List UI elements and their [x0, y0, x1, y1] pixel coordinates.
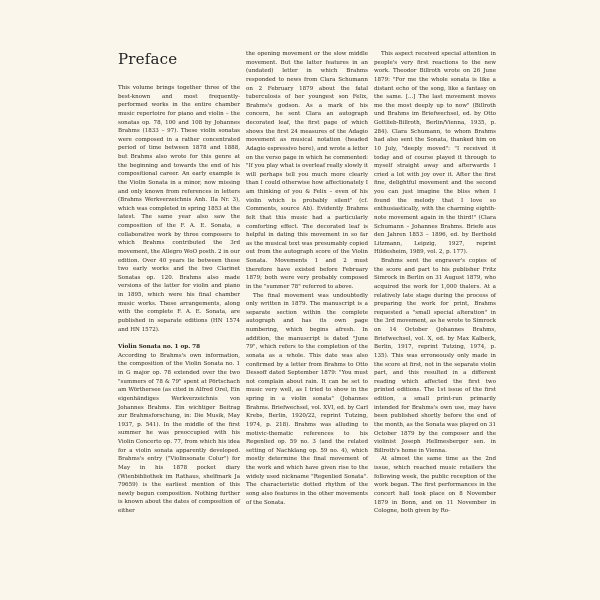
- section-heading-sonata-1: Violin Sonata no. 1 op. 78: [118, 344, 201, 351]
- sonata-1-paragraph: According to Brahms's own information, the composition of the Violin Sonata no. 1 in G major op. 78 extended over the two "summers of 78 & 79" spent at Pörtschach am Wörthersee (as cited in Alfred Orel, Ein eigenhändiges Werkverzeichnis von Johannes Brahms. Ein wichtiger Beitrag zur Brahmsforschung, in: Die Musik, May 1937, p. 541). In the middle of the first summer he was preoccupied with his Violin Concerto op. 77, from which his idea for a violin sonata apparently developed. Brahms's entry ("Violinsonate Colur") for May in his 1878 pocket diary (Wienbibliothek im Rathaus, shelfmark Ja 79659) is the earliest mention of this newly begun composition. Nothing further is known about the dates of composition of either: [118, 352, 240, 514]
- body-paragraph: the opening movement or the slow middle movement. But the latter features in an (undated) letter in which Brahms responded to news from Clara Schumann on 2 February 1879 about the fatal tuberculosis of her youngest son Felix, Brahms's godson. As a mark of his concern, he sent Clara an autograph decorated leaf, the first page of which shows the first 24 measures of the Adagio movement as musical notation (headed Adagio espressivo here), and wrote a letter on the verso page in which he commented: "If you play what is overleaf really slowly it will perhaps tell you much more clearly than I could otherwise how affectionately I am thinking of you & Felix – even of his violin which is probably silent" (cf. Comments, source Ab). Evidently Brahms felt that this music had a particularly comforting effect. The decorated leaf is helpful in dating this movement in so far as the musical text was presumably copied out from the autograph score of the Violin Sonata. Movements 1 and 2 must therefore have existed before February 1879; both were very probably composed in the "summer 78" referred to above.: [246, 51, 368, 290]
- page-title: Preface: [118, 50, 178, 68]
- body-paragraph: At almost the same time as the 2nd issue, which reached music retailers the following week, the public reception of the work began. The first performances in the concert hall took place on 8 November 1879 in Bonn, and on 11 November in Cologne, both given by Ro-: [374, 456, 496, 515]
- text-column-2: [246, 50, 368, 507]
- body-paragraph: This aspect received special attention in people's very first reactions to the new work. Theodor Billroth wrote on 26 June 1879: "For me the whole sonata is like a distant echo of the song, like a fantasy on the same. [...] The last movement moves me the most deeply up to now" (Billroth und Brahms im Briefwechsel, ed. by Otto Gottlieb-Billroth, Berlin/Vienna, 1935, p. 284). Clara Schumann, to whom Brahms had also sent the Sonata, thanked him on 10 July, "deeply moved": "I received it today and of course played it through to myself straight away and afterwards I cried a lot with joy over it. After the first fine, delightful movement and the second you can just imagine the bliss when I found the melody that I love so enthusiastically, with the charming eighth-note movement again in the third!" (Clara Schumann – Johannes Brahms. Briefe aus den Jahren 1853 – 1896, ed. by Berthold Litzmann, Leipzig, 1927, reprint Hildesheim, 1989, vol. 2, p. 177).: [374, 51, 496, 256]
- text-column-1: [118, 84, 240, 516]
- body-paragraph: Brahms sent the engraver's copies of the score and part to his publisher Fritz Simrock in Berlin on 31 August 1879, who acquired the work for 1,000 thalers. At a relatively late stage during the process of preparing the work for print, Brahms requested a "small special alteration" in the 3rd movement, as he wrote to Simrock on 14 October (Johannes Brahms, Briefwechsel, vol. X, ed. by Max Kalbeck, Berlin, 1917, reprint Tutzing, 1974, p. 135). This was erroneously only made in the score at first, not in the separate violin part, and this resulted in a different reading which affected the first two printed editions. The 1st issue of the first edition, a small print-run primarily intended for Brahms's own use, may have been published shortly before the end of the month, as the Sonata was played on 31 October 1879 by the composer and the violinist Joseph Hellmesberger sen. in Billroth's home in Vienna.: [374, 258, 496, 454]
- text-column-3: [374, 50, 496, 516]
- body-paragraph: The final movement was undoubtedly only written in 1879. The manuscript is a separate section within the complete autograph and has its own page numbering, which begins afresh. In addition, the manuscript is dated "June 79", which refers to the completion of the sonata as a whole. This date was also confirmed by a letter from Brahms to Otto Dessoff dated September 1879: "You must not complain about rain. It can be set to music very well, as I tried to show in the spring in a violin sonata" (Johannes Brahms. Briefwechsel, vol. XVI, ed. by Carl Krebs, Berlin, 1920/22, reprint Tutzing, 1974, p. 218). Brahms was alluding to motivic-thematic references to his Regenlied op. 59 no. 3 (and the related setting of Nachklang op. 59 no. 4), which mostly determine the final movement of the work and which have given rise to the widely used nickname "Regenlied Sonata". The characteristic dotted rhythm of the song also features in the other movements of the Sonata.: [246, 292, 368, 506]
- intro-paragraph: This volume brings together three of the best-known and most frequently-performed works in the entire chamber music repertoire for piano and violin – the sonatas op. 78, 100 and 108 by Johannes Brahms (1833 – 97). These violin sonatas were composed in a rather concentrated period of time between 1878 and 1888, but Brahms also wrote for this genre at the beginning and towards the end of his compositional career. An early example is the Violin Sonata in a minor, now missing and only known from references in letters (Brahms Werkverzeichnis Anh. IIa Nr. 3), which was completed in spring 1853 at the latest. The same year also saw the composition of the F. A. E. Sonata, a collaborative work by three composers to which Brahms contributed the 3rd movement, the Allegro WoO posth. 2 in our edition. Over 40 years lie between these two early works and the two Clarinet Sonatas op. 120. Brahms also made versions of the latter for violin and piano in 1895, which were his final chamber music works. These arrangements, along with the complete F. A. E. Sonata, are published in separate editions (HN 1574 and HN 1572).: [118, 85, 240, 333]
